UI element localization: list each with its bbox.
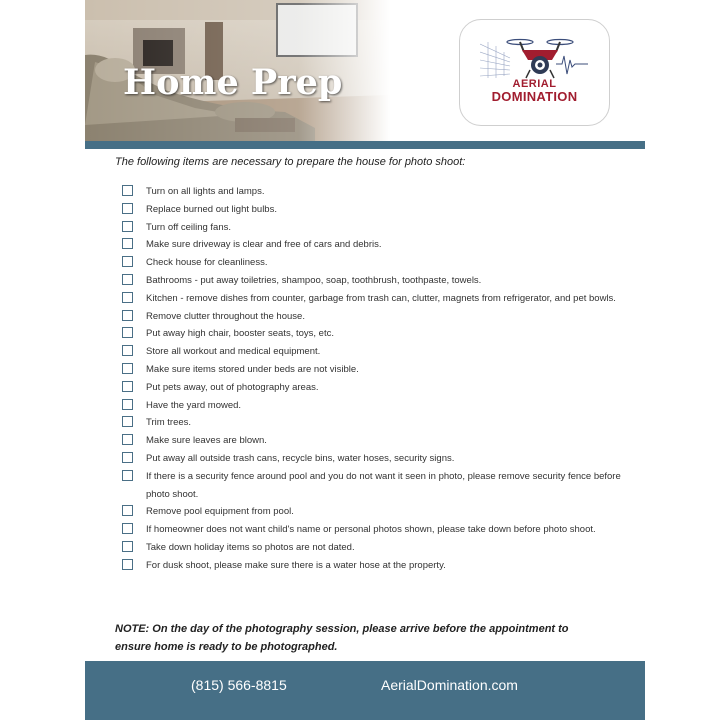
note-text: NOTE: On the day of the photography session, please arrive before the appointment to ensure home is ready to be photographed.	[115, 623, 569, 653]
checklist-item-label: Make sure items stored under beds are not visible.	[146, 363, 359, 375]
checklist-item	[122, 503, 622, 521]
drone-icon	[480, 34, 590, 80]
checklist-item	[122, 236, 622, 254]
checkbox[interactable]	[122, 310, 133, 321]
checklist-item-label: Store all workout and medical equipment.	[146, 346, 321, 358]
footer	[85, 661, 645, 720]
checkbox[interactable]	[122, 452, 133, 463]
checkbox[interactable]	[122, 292, 133, 303]
checklist-item	[122, 539, 622, 557]
checklist-item	[122, 254, 622, 272]
checklist-item	[122, 361, 622, 379]
checklist-item	[122, 343, 622, 361]
checkbox[interactable]	[122, 203, 133, 214]
checkbox[interactable]	[122, 559, 133, 570]
checkbox[interactable]	[122, 523, 133, 534]
checkbox[interactable]	[122, 221, 133, 232]
checklist-item-label: Have the yard mowed.	[146, 399, 242, 411]
checklist-item-label: Trim trees.	[146, 417, 192, 429]
checklist-item	[122, 468, 622, 504]
checkbox[interactable]	[122, 399, 133, 410]
checklist-item-label: For dusk shoot, please make sure there is a water hose at the property.	[146, 559, 446, 571]
checklist-item	[122, 308, 622, 326]
checklist-item	[122, 450, 622, 468]
checkbox[interactable]	[122, 238, 133, 249]
logo-wordmark-top: AERIAL	[512, 78, 557, 90]
checkbox[interactable]	[122, 363, 133, 374]
checklist-item-label: If there is a security fence around pool and you do not want it seen in photo, please remove security fence before photo shoot.	[146, 470, 621, 500]
checkbox[interactable]	[122, 256, 133, 267]
page-title: Home Prep	[123, 62, 343, 103]
checklist-item	[122, 414, 622, 432]
checklist-item	[122, 219, 622, 237]
checkbox[interactable]	[122, 434, 133, 445]
checklist-item	[122, 397, 622, 415]
checklist	[122, 183, 622, 575]
checklist-item-label: Remove pool equipment from pool.	[146, 506, 294, 518]
checklist-item	[122, 379, 622, 397]
checkbox[interactable]	[122, 185, 133, 196]
checklist-item-label: Take down holiday items so photos are not dated.	[146, 541, 355, 553]
checklist-item-label: Check house for cleanliness.	[146, 257, 268, 269]
intro-text: The following items are necessary to prepare the house for photo shoot:	[115, 156, 466, 168]
header-divider-band	[85, 141, 645, 149]
checklist-item-label: Put away high chair, booster seats, toys, etc.	[146, 328, 334, 340]
checklist-item	[122, 325, 622, 343]
website-link[interactable]: AerialDomination.com	[381, 677, 518, 693]
company-logo	[459, 19, 610, 126]
checklist-item	[122, 521, 622, 539]
checklist-item	[122, 432, 622, 450]
checkbox[interactable]	[122, 505, 133, 516]
checklist-item	[122, 183, 622, 201]
checkbox[interactable]	[122, 541, 133, 552]
checkbox[interactable]	[122, 470, 133, 481]
checklist-item-label: Kitchen - remove dishes from counter, garbage from trash can, clutter, magnets from refrigerator, and pet bowls.	[146, 292, 616, 304]
checklist-item-label: Make sure leaves are blown.	[146, 435, 267, 447]
checklist-page	[85, 0, 645, 720]
checklist-item	[122, 557, 622, 575]
checklist-item-label: If homeowner does not want child's name or personal photos shown, please take down before photo shoot.	[146, 524, 596, 536]
checkbox[interactable]	[122, 416, 133, 427]
checklist-item-label: Put away all outside trash cans, recycle bins, water hoses, security signs.	[146, 452, 455, 464]
logo-wordmark-bottom: DOMINATION	[491, 89, 578, 104]
checklist-item-label: Bathrooms - put away toiletries, shampoo, soap, toothbrush, toothpaste, towels.	[146, 274, 482, 286]
header	[85, 0, 645, 141]
checkbox[interactable]	[122, 274, 133, 285]
checklist-item-label: Turn off ceiling fans.	[146, 221, 232, 233]
checkbox[interactable]	[122, 327, 133, 338]
checkbox[interactable]	[122, 345, 133, 356]
checklist-item-label: Remove clutter throughout the house.	[146, 310, 305, 322]
checklist-item	[122, 272, 622, 290]
checklist-item-label: Put pets away, out of photography areas.	[146, 381, 319, 393]
checklist-item-label: Replace burned out light bulbs.	[146, 203, 277, 215]
checklist-item	[122, 201, 622, 219]
phone-number[interactable]: (815) 566-8815	[191, 677, 287, 693]
checklist-item-label: Turn on all lights and lamps.	[146, 186, 265, 197]
checklist-item	[122, 290, 622, 308]
checkbox[interactable]	[122, 381, 133, 392]
checklist-item-label: Make sure driveway is clear and free of cars and debris.	[146, 239, 382, 251]
